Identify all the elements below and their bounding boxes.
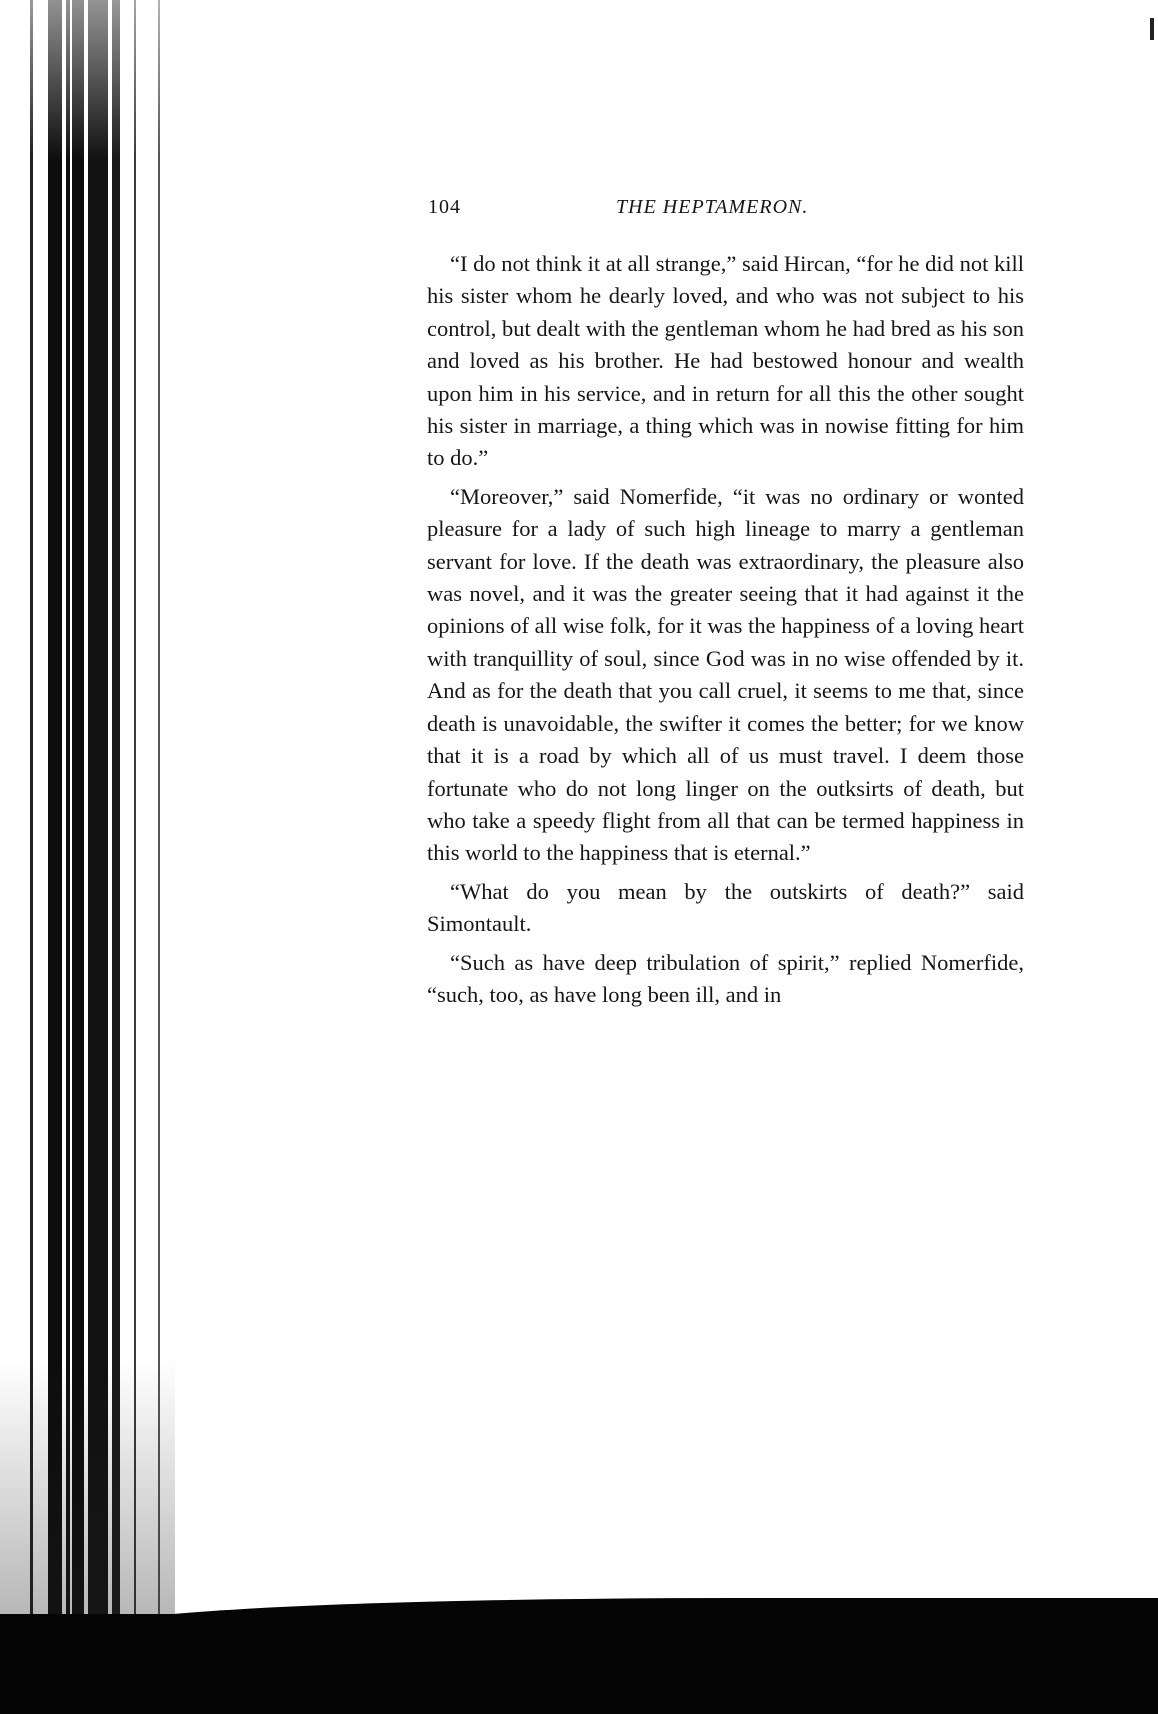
paragraph-simontault: “What do you mean by the outskirts of death?” said Simontault. bbox=[427, 878, 1024, 937]
paragraph-nomerfide: “Moreover,” said Nomerfide, “it was no ordinary or wonted pleasure for a lady of such high lineage to marry a gentleman servant for love. If the death was extraordinary, the pleasure also was novel, and it was the greater seeing that it had against it the opinions of all wise folk, for it was the happiness of a loving heart with tranquillity of soul, since God was in no wise offended by it. And as for the death that you call cruel, it seems to me that, since death is unavoidable, the swifter it comes the better; for we know that it is a road by which all of us must travel. I deem those fortunate who do not long linger on the outksirts of death, but who take a speedy flight from all that can be termed happiness in this world to the happiness that is eternal.” bbox=[427, 483, 1024, 866]
page-number: 104 bbox=[428, 196, 461, 218]
body-text bbox=[427, 248, 1024, 1017]
page-header bbox=[428, 196, 908, 230]
page-bottom-edge bbox=[0, 1614, 1158, 1714]
paragraph-hircan: “I do not think it at all strange,” said Hircan, “for he did not kill his sister whom he dearly loved, and who was not subject to his control, but dealt with the gentleman whom he had bred as his son and loved as his brother. He had bestowed honour and wealth upon him in his service, and in return for all this the other sought his sister in marriage, a thing which was in nowise fitting for him to do.” bbox=[427, 251, 1024, 471]
gutter-shadow-top bbox=[0, 0, 175, 160]
gutter-shadow-bottom bbox=[0, 1360, 175, 1640]
running-title: THE HEPTAMERON. bbox=[616, 196, 809, 218]
paragraph-reply: “Such as have deep tribulation of spirit,” replied Nomerfide, “such, too, as have long been ill, and in bbox=[427, 949, 1024, 1007]
scan-edge-mark bbox=[1150, 18, 1154, 40]
